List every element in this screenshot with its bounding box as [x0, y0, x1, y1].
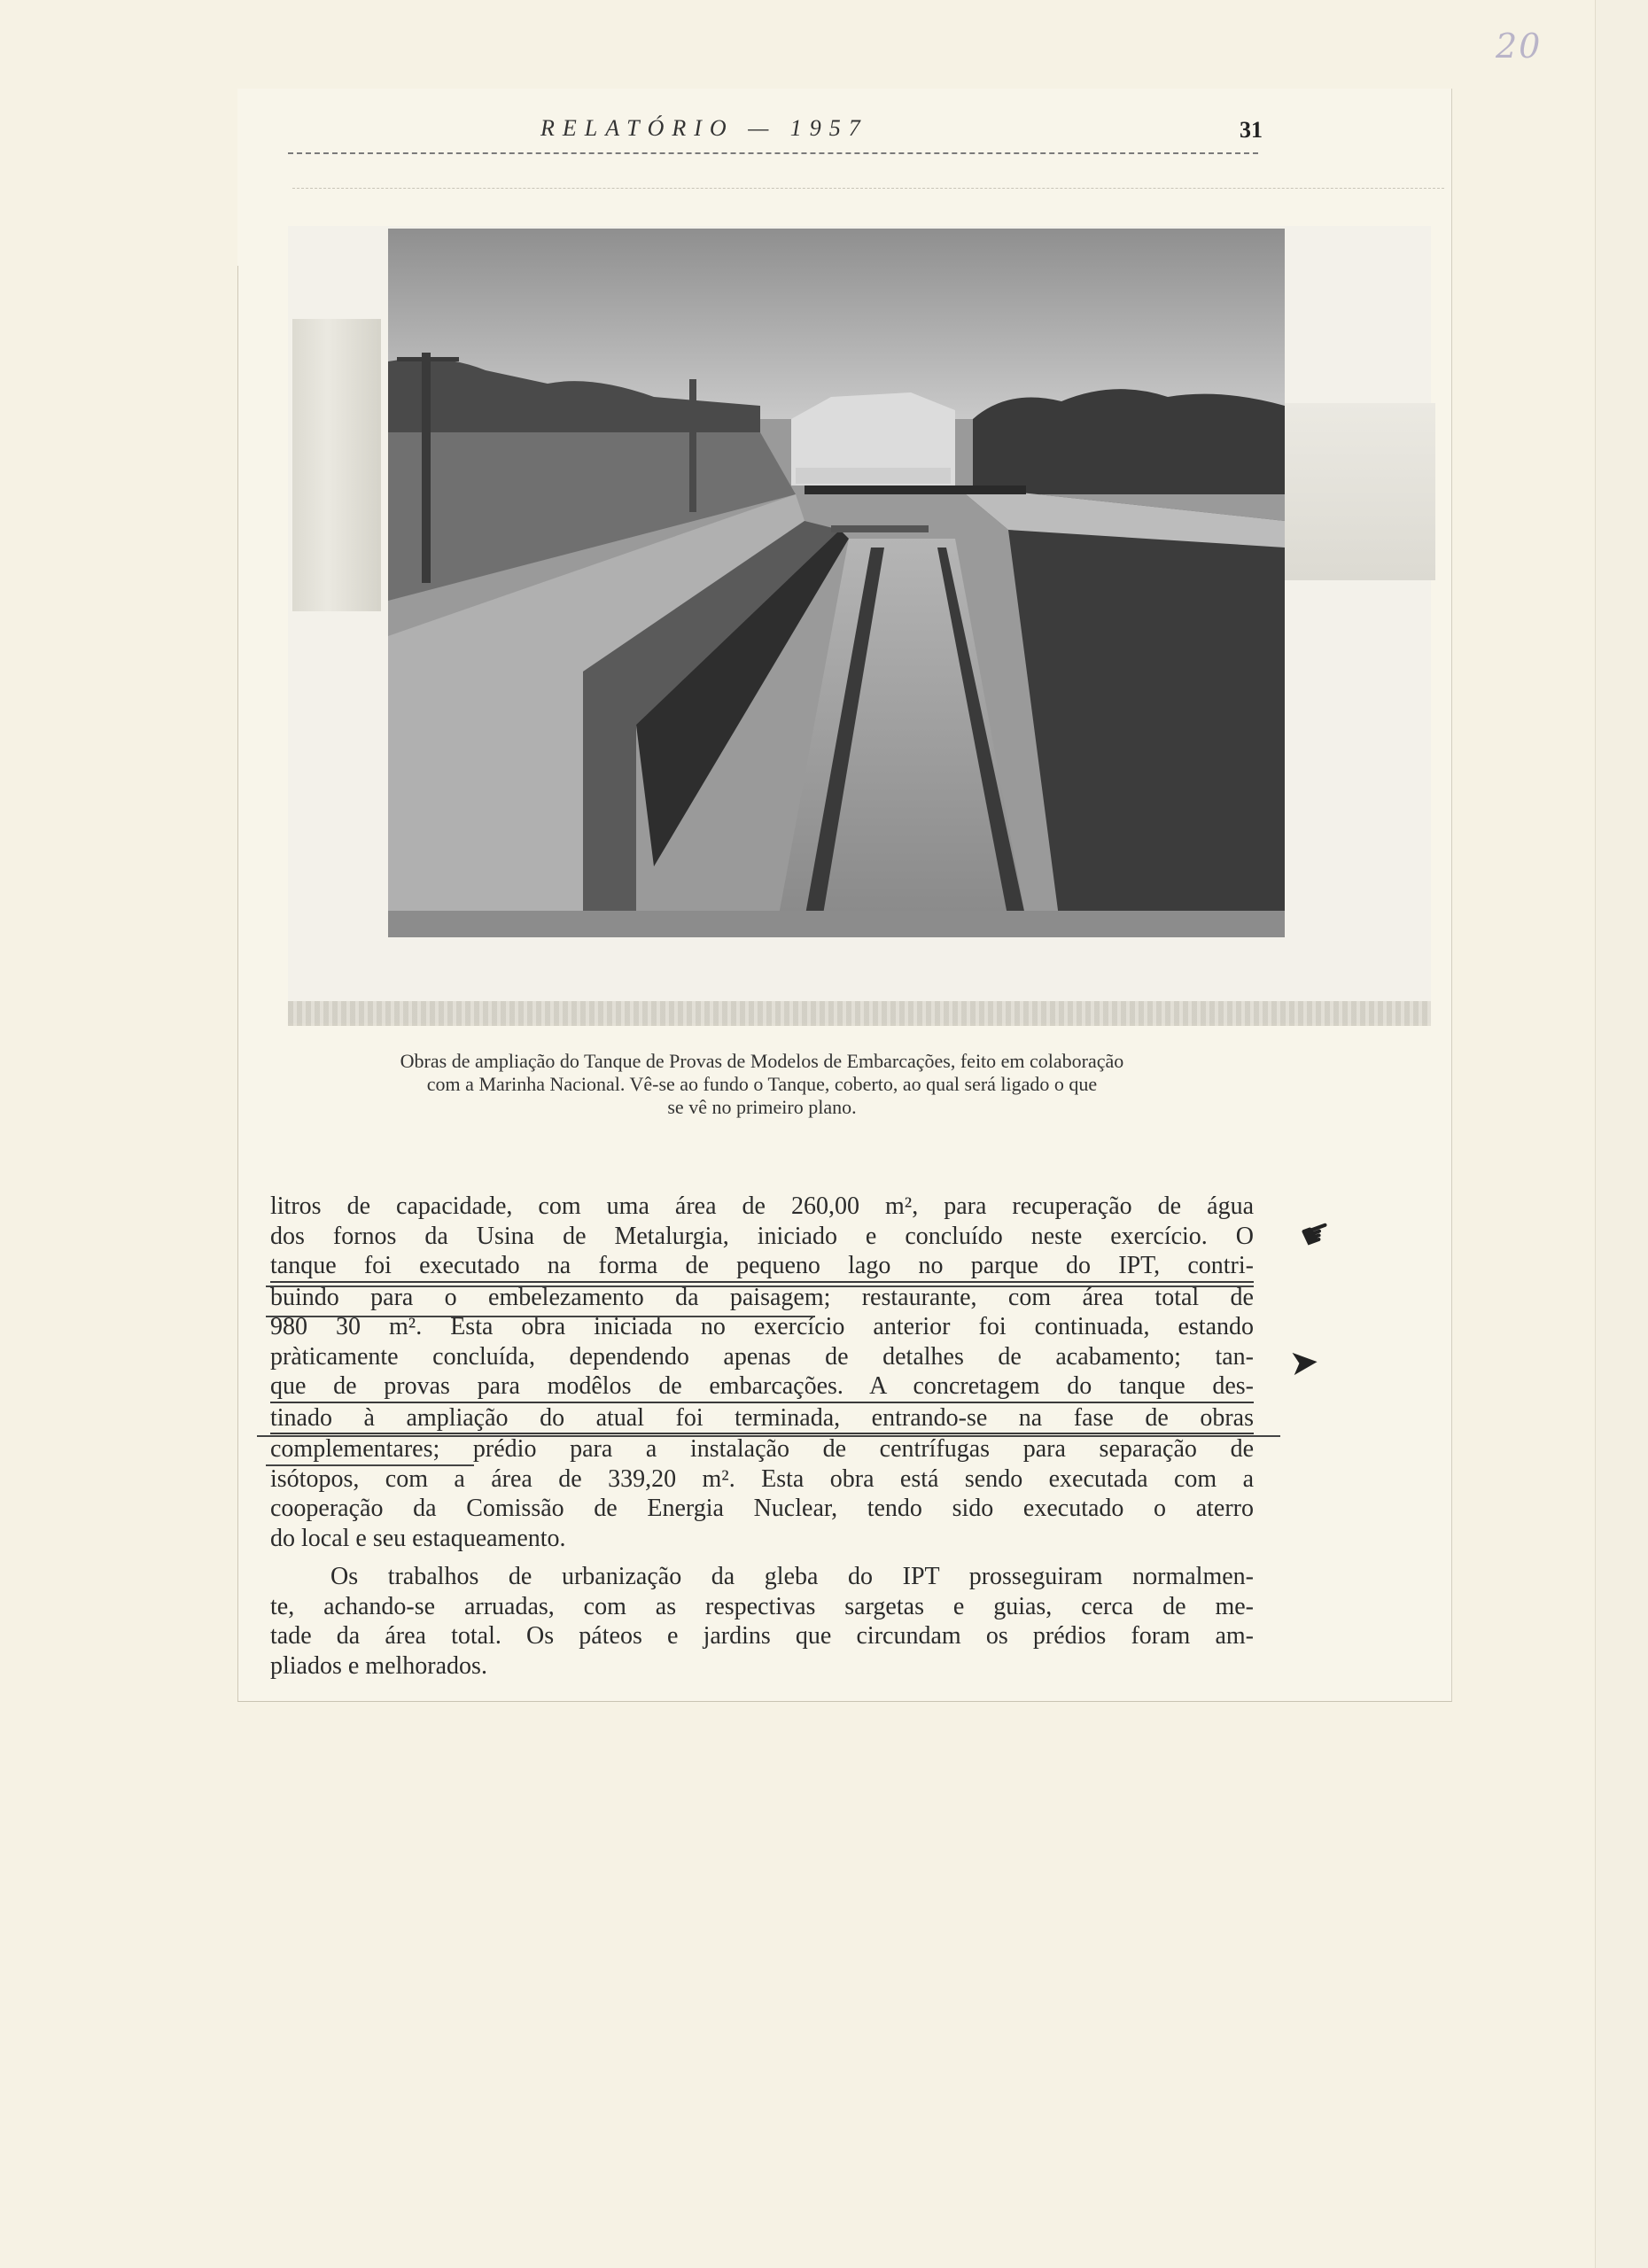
pencil-underline	[266, 1464, 474, 1466]
text-line-underlined: tanque foi executado na forma de pequeno lago no parque do IPT, contri-	[270, 1251, 1254, 1283]
text-line: do local e seu estaqueamento.	[270, 1524, 566, 1552]
handwritten-page-note: 20	[1496, 27, 1543, 66]
photo-bleed-left	[292, 319, 381, 611]
pencil-underline	[266, 1285, 1254, 1287]
text-line: isótopos, com a área de 339,20 m². Esta obra está sendo executada com a	[270, 1464, 1254, 1493]
caption-line: Obras de ampliação do Tanque de Provas de Modelos de Embarcações, feito em colaboração	[400, 1050, 1124, 1072]
pencil-arrow-icon: ☛	[1294, 1209, 1339, 1259]
paragraph-1	[270, 1192, 1254, 1553]
text-line: pràticamente concluída, dependendo apenas de detalhes de acabamento; tan-	[270, 1342, 1254, 1371]
photo-bleed-right	[1285, 403, 1435, 580]
page-header	[288, 115, 1263, 151]
photograph-test-tank	[388, 229, 1285, 937]
caption-line: com a Marinha Nacional. Vê-se ao fundo o Tanque, coberto, ao qual será ligado o que	[426, 1073, 1098, 1095]
photo-mount-edge	[288, 1001, 1431, 1026]
caption-line: se vê no primeiro plano.	[667, 1096, 857, 1118]
text-line: tade da área total. Os páteos e jardins que circundam os prédios foram am-	[270, 1622, 1254, 1650]
header-rule-faint	[292, 188, 1444, 189]
paragraph-2	[270, 1562, 1254, 1681]
pencil-arrow-icon: ➤	[1287, 1340, 1321, 1385]
page-number: 31	[1240, 117, 1263, 143]
text-line: dos fornos da Usina de Metalurgia, iniciado e concluído neste exercício. O	[270, 1222, 1254, 1250]
text-line: te, achando-se arruadas, com as respectivas sargetas e guias, cerca de me-	[270, 1592, 1254, 1620]
photo-caption	[275, 1050, 1249, 1119]
text-line: 980 30 m². Esta obra iniciada no exercício anterior foi continuada, estando	[270, 1313, 1254, 1340]
photograph-icon	[388, 229, 1285, 937]
clipping-edge	[237, 266, 238, 1701]
text-line-underlined: que de provas para modêlos de embarcações. A concretagem do tanque des-	[270, 1371, 1254, 1403]
text-line: Os trabalhos de urbanização da gleba do IPT prosseguiram normalmen-	[330, 1563, 1254, 1590]
text-line: litros de capacidade, com uma área de 260,00 m², para recuperação de água	[270, 1192, 1254, 1220]
text-line-underlined: tinado à ampliação do atual foi terminada, entrando-se na fase de obras	[270, 1403, 1254, 1435]
pencil-underline	[257, 1435, 1280, 1437]
text-line: buindo para o embelezamento da paisagem; restaurante, com área total de	[270, 1283, 1254, 1311]
header-rule	[288, 152, 1258, 154]
pencil-underline	[266, 1316, 815, 1317]
text-line: cooperação da Comissão de Energia Nuclear, tendo sido executado o aterro	[270, 1495, 1254, 1522]
text-line: pliados e melhorados.	[270, 1651, 487, 1680]
text-line: complementares; prédio para a instalação de centrífugas para separação de	[270, 1435, 1254, 1463]
running-head: RELATÓRIO — 1957	[540, 115, 868, 141]
